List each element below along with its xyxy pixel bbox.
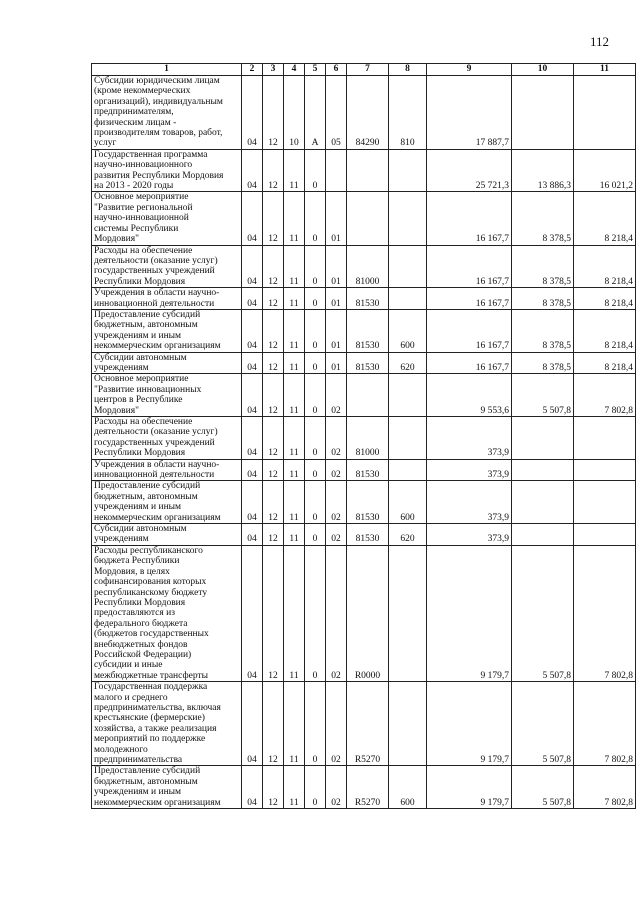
code-cell: 01 [326, 192, 347, 245]
code-cell: 600 [389, 766, 427, 809]
amount-cell: 16 167,7 [427, 245, 512, 288]
column-header: 11 [574, 64, 636, 76]
code-cell [389, 149, 427, 192]
table-row [92, 417, 636, 460]
code-cell [347, 374, 389, 417]
code-cell: 02 [326, 481, 347, 524]
code-cell: 11 [284, 545, 305, 681]
code-cell: 12 [263, 149, 284, 192]
code-cell: 04 [242, 76, 263, 150]
expense-name-cell: Расходы на обеспечение деятельности (оказание услуг) государственных учреждений Республики Мордовия [92, 417, 242, 460]
table-row [92, 288, 636, 310]
code-cell: 810 [389, 76, 427, 150]
amount-cell: 16 167,7 [427, 288, 512, 310]
amount-cell: 17 887,7 [427, 76, 512, 150]
expense-name-cell: Предоставление субсидий бюджетным, автономным учреждениям и иным некоммерческим организациям [92, 481, 242, 524]
amount-cell: 9 179,7 [427, 766, 512, 809]
code-cell: 02 [326, 417, 347, 460]
code-cell: 84290 [347, 76, 389, 150]
code-cell: 0 [305, 245, 326, 288]
code-cell: 11 [284, 524, 305, 546]
code-cell: 04 [242, 545, 263, 681]
table-row [92, 682, 636, 766]
code-cell: 0 [305, 417, 326, 460]
code-cell: 12 [263, 459, 284, 481]
code-cell: 0 [305, 309, 326, 352]
amount-cell: 8 218,4 [574, 352, 636, 374]
amount-cell [512, 481, 574, 524]
amount-cell: 8 378,5 [512, 245, 574, 288]
column-header: 6 [326, 64, 347, 76]
expense-name-cell: Субсидии автономным учреждениям [92, 524, 242, 546]
code-cell [326, 149, 347, 192]
column-header: 3 [263, 64, 284, 76]
amount-cell: 9 179,7 [427, 682, 512, 766]
expense-name-cell: Предоставление субсидий бюджетным, автономным учреждениям и иным некоммерческим организациям [92, 766, 242, 809]
amount-cell [512, 76, 574, 150]
code-cell: 11 [284, 288, 305, 310]
code-cell: 04 [242, 245, 263, 288]
code-cell: 02 [326, 682, 347, 766]
table-row [92, 352, 636, 374]
code-cell [389, 682, 427, 766]
code-cell: 0 [305, 766, 326, 809]
code-cell: 04 [242, 766, 263, 809]
expense-name-cell: Учреждения в области научно- инновационной деятельности [92, 288, 242, 310]
amount-cell [512, 524, 574, 546]
amount-cell: 16 167,7 [427, 352, 512, 374]
code-cell: 04 [242, 417, 263, 460]
code-cell [389, 374, 427, 417]
code-cell: 600 [389, 309, 427, 352]
table-row [92, 459, 636, 481]
code-cell: 81530 [347, 459, 389, 481]
amount-cell [574, 76, 636, 150]
code-cell: R5270 [347, 682, 389, 766]
column-header: 4 [284, 64, 305, 76]
amount-cell: 7 802,8 [574, 682, 636, 766]
column-header: 7 [347, 64, 389, 76]
expense-name-cell: Предоставление субсидий бюджетным, автономным учреждениям и иным некоммерческим организациям [92, 309, 242, 352]
column-header: 2 [242, 64, 263, 76]
amount-cell: 16 167,7 [427, 309, 512, 352]
code-cell: 04 [242, 481, 263, 524]
code-cell [389, 417, 427, 460]
code-cell: 0 [305, 374, 326, 417]
expense-name-cell: Субсидии автономным учреждениям [92, 352, 242, 374]
amount-cell: 7 802,8 [574, 766, 636, 809]
code-cell: 10 [284, 76, 305, 150]
amount-cell [512, 417, 574, 460]
amount-cell: 8 378,5 [512, 288, 574, 310]
code-cell: 620 [389, 352, 427, 374]
code-cell: 0 [305, 524, 326, 546]
amount-cell: 9 553,6 [427, 374, 512, 417]
column-header: 9 [427, 64, 512, 76]
code-cell: 11 [284, 192, 305, 245]
amount-cell [574, 481, 636, 524]
amount-cell: 16 021,2 [574, 149, 636, 192]
table-body [92, 76, 636, 809]
code-cell [389, 245, 427, 288]
amount-cell: 9 179,7 [427, 545, 512, 681]
amount-cell: 5 507,8 [512, 374, 574, 417]
table-row [92, 545, 636, 681]
table-row [92, 76, 636, 150]
code-cell [389, 288, 427, 310]
code-cell: 0 [305, 682, 326, 766]
table-row [92, 481, 636, 524]
code-cell: 04 [242, 459, 263, 481]
expense-name-cell: Учреждения в области научно- инновационной деятельности [92, 459, 242, 481]
code-cell: 81530 [347, 352, 389, 374]
code-cell: 620 [389, 524, 427, 546]
code-cell: 02 [326, 459, 347, 481]
table-row [92, 245, 636, 288]
code-cell: 04 [242, 149, 263, 192]
column-header: 1 [92, 64, 242, 76]
amount-cell: 373,9 [427, 481, 512, 524]
code-cell [347, 149, 389, 192]
amount-cell: 8 218,4 [574, 192, 636, 245]
amount-cell [574, 417, 636, 460]
amount-cell [512, 459, 574, 481]
code-cell: 04 [242, 352, 263, 374]
code-cell: 12 [263, 682, 284, 766]
code-cell: 02 [326, 545, 347, 681]
code-cell [389, 459, 427, 481]
amount-cell: 373,9 [427, 524, 512, 546]
code-cell: 12 [263, 76, 284, 150]
header-row [92, 64, 636, 76]
code-cell: 11 [284, 459, 305, 481]
expense-name-cell: Государственная программа научно-инновационного развития Республики Мордовия на 2013 - 2020 годы [92, 149, 242, 192]
code-cell: 04 [242, 524, 263, 546]
code-cell: 12 [263, 417, 284, 460]
code-cell: 12 [263, 524, 284, 546]
page-number: 112 [590, 34, 610, 49]
amount-cell: 8 378,5 [512, 352, 574, 374]
code-cell: 81530 [347, 524, 389, 546]
amount-cell [574, 459, 636, 481]
code-cell: 81530 [347, 481, 389, 524]
code-cell: 01 [326, 309, 347, 352]
column-header: 5 [305, 64, 326, 76]
code-cell: 0 [305, 459, 326, 481]
expense-name-cell: Расходы республиканского бюджета Республики Мордовия, в целях софинансирования которых республиканскому бюджету Республики Мордовия предоставляются из федерального бюджета (бюджетов государственных внебюджетных фондов Российской Федерации) субсидии и иные межбюджетные трансферты [92, 545, 242, 681]
code-cell: 01 [326, 352, 347, 374]
table-row [92, 766, 636, 809]
amount-cell: 25 721,3 [427, 149, 512, 192]
code-cell: 04 [242, 309, 263, 352]
code-cell: 04 [242, 192, 263, 245]
code-cell: 600 [389, 481, 427, 524]
code-cell: 0 [305, 192, 326, 245]
table-row [92, 192, 636, 245]
amount-cell: 373,9 [427, 417, 512, 460]
expense-name-cell: Государственная поддержка малого и среднего предпринимательства, включая крестьянские (фермерские) хозяйства, а также реализация мероприятий по поддержке молодежного предпринимательства [92, 682, 242, 766]
code-cell: 81530 [347, 309, 389, 352]
code-cell: 11 [284, 766, 305, 809]
code-cell: 11 [284, 682, 305, 766]
code-cell: R5270 [347, 766, 389, 809]
amount-cell: 8 218,4 [574, 288, 636, 310]
expense-name-cell: Основное мероприятие "Развитие инновационных центров в Республике Мордовия" [92, 374, 242, 417]
code-cell: 11 [284, 417, 305, 460]
amount-cell: 5 507,8 [512, 766, 574, 809]
code-cell [389, 192, 427, 245]
amount-cell: 5 507,8 [512, 682, 574, 766]
code-cell: 0 [305, 352, 326, 374]
code-cell: 04 [242, 288, 263, 310]
code-cell: 11 [284, 352, 305, 374]
amount-cell: 8 378,5 [512, 192, 574, 245]
code-cell: 11 [284, 481, 305, 524]
code-cell: А [305, 76, 326, 150]
code-cell: 11 [284, 149, 305, 192]
code-cell: 02 [326, 524, 347, 546]
amount-cell: 7 802,8 [574, 545, 636, 681]
table-row [92, 149, 636, 192]
code-cell: 12 [263, 245, 284, 288]
amount-cell: 8 218,4 [574, 309, 636, 352]
code-cell: 11 [284, 374, 305, 417]
code-cell: 81000 [347, 245, 389, 288]
code-cell: 04 [242, 374, 263, 417]
code-cell: 0 [305, 481, 326, 524]
code-cell: 0 [305, 288, 326, 310]
code-cell: 01 [326, 245, 347, 288]
code-cell: 11 [284, 245, 305, 288]
code-cell: 12 [263, 374, 284, 417]
table-row [92, 309, 636, 352]
code-cell: 04 [242, 682, 263, 766]
code-cell: 11 [284, 309, 305, 352]
amount-cell: 373,9 [427, 459, 512, 481]
amount-cell: 16 167,7 [427, 192, 512, 245]
code-cell: 0 [305, 149, 326, 192]
code-cell: 05 [326, 76, 347, 150]
amount-cell: 8 218,4 [574, 245, 636, 288]
code-cell: 02 [326, 374, 347, 417]
table-row [92, 524, 636, 546]
amount-cell: 8 378,5 [512, 309, 574, 352]
budget-table [91, 63, 636, 809]
code-cell: 81530 [347, 288, 389, 310]
expense-name-cell: Субсидии юридическим лицам (кроме некоммерческих организаций), индивидуальным предпринимателям, физическим лицам - производителям товаров, работ, услуг [92, 76, 242, 150]
code-cell: 01 [326, 288, 347, 310]
code-cell: 12 [263, 481, 284, 524]
code-cell: 0 [305, 545, 326, 681]
code-cell: 12 [263, 288, 284, 310]
code-cell: 02 [326, 766, 347, 809]
code-cell: 12 [263, 309, 284, 352]
code-cell: 81000 [347, 417, 389, 460]
column-header: 10 [512, 64, 574, 76]
column-header: 8 [389, 64, 427, 76]
table-row [92, 374, 636, 417]
amount-cell: 5 507,8 [512, 545, 574, 681]
code-cell [347, 192, 389, 245]
code-cell: 12 [263, 766, 284, 809]
amount-cell [574, 524, 636, 546]
amount-cell: 13 886,3 [512, 149, 574, 192]
code-cell: 12 [263, 352, 284, 374]
amount-cell: 7 802,8 [574, 374, 636, 417]
code-cell: 12 [263, 192, 284, 245]
expense-name-cell: Основное мероприятие "Развитие региональной научно-инновационной системы Республики Мордовия" [92, 192, 242, 245]
code-cell: R0000 [347, 545, 389, 681]
code-cell [389, 545, 427, 681]
code-cell: 12 [263, 545, 284, 681]
expense-name-cell: Расходы на обеспечение деятельности (оказание услуг) государственных учреждений Республики Мордовия [92, 245, 242, 288]
